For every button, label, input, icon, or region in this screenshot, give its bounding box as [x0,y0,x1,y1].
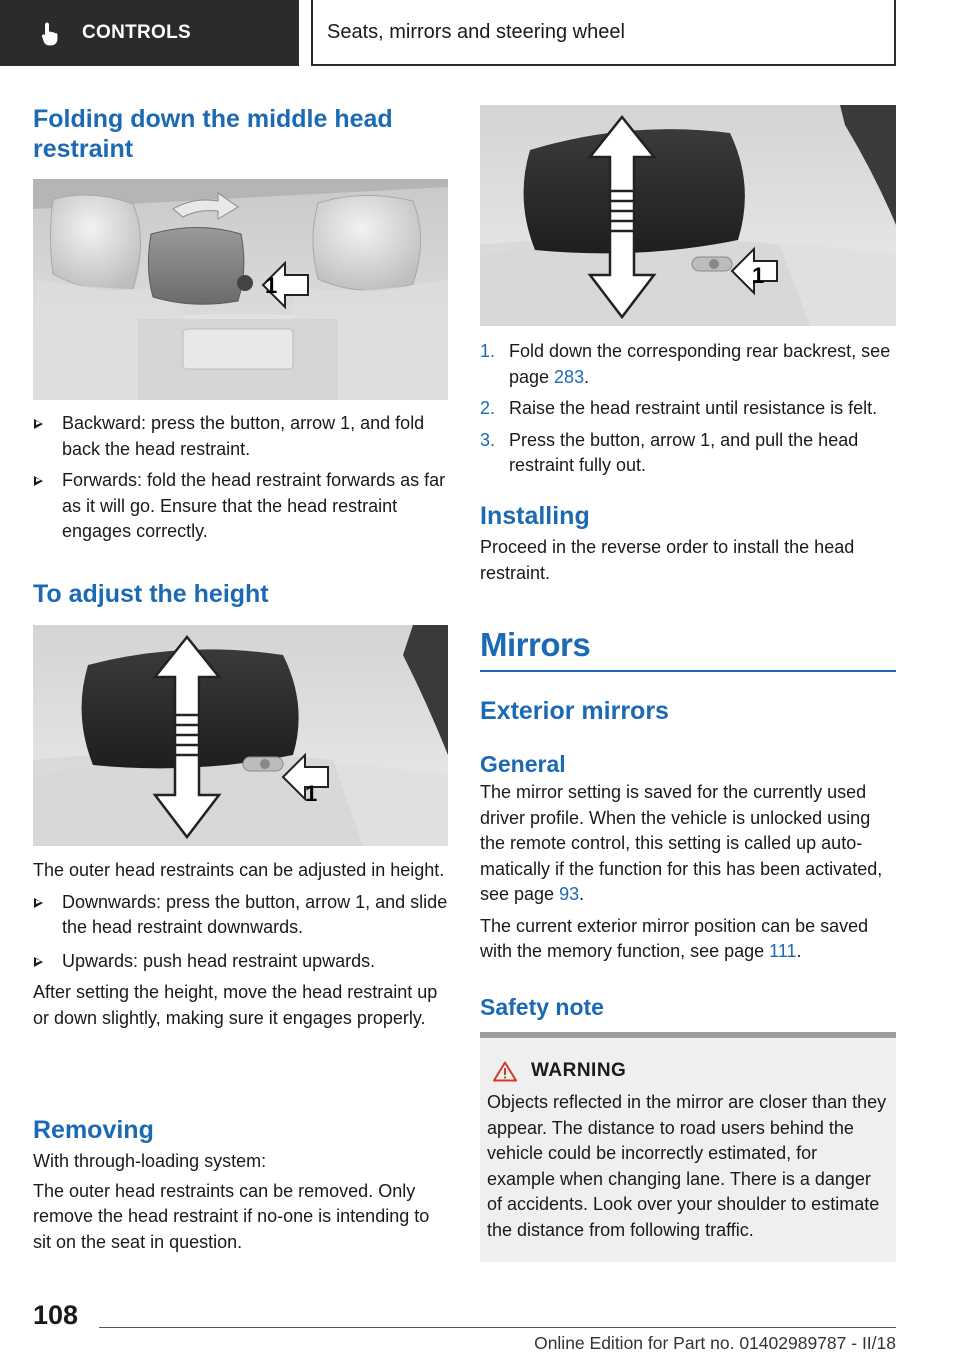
hand-pointer-icon [38,20,64,46]
section-label: CONTROLS [82,22,192,43]
general-section [480,751,896,965]
triangle-bullet-icon [34,898,43,908]
height-section [33,580,449,609]
warning-text: Objects reflected in the mirror are closer than they appear. The distance to road users behind the vehicle could be incorrectly estimated, for example when changing lane. There is a danger of accidents. Look over your shoulder to estimate the distance from following traffic. [487,1092,887,1240]
fig3-label: 1 [752,263,765,288]
figure-remove-headrest [480,105,896,326]
list-item: Backward: press the button, arrow 1, and fold back the head restraint. [33,411,449,462]
page-link-93[interactable]: 93 [559,884,580,904]
installing-text: Proceed in the reverse order to install the head restraint. [480,537,855,583]
exterior-section [480,697,896,726]
mirrors-divider [480,670,896,672]
chapter-title [311,0,896,66]
installing-section [480,502,896,586]
triangle-bullet-icon [34,957,43,967]
figure-adjust-height [33,625,448,846]
left-column [33,104,449,164]
general-p2: The current exterior mirror position can be saved with the memory function, see page 111. [480,915,869,961]
mirrors-heading: Mirrors [480,626,591,663]
list-item: 1. Fold down the corresponding rear backrest, see page 283. [480,341,891,387]
height-intro: The outer head restraints can be adjusted in height. [33,860,445,880]
page-link-283[interactable]: 283 [554,366,585,387]
warning-header [487,1060,888,1082]
removing-p2: The outer head restraints can be removed. Only remove the head restraint if no-one is intending to sit on the seat in question. [33,1180,430,1252]
triangle-bullet-icon [34,476,43,486]
height-heading: To adjust the height [33,580,269,608]
warning-title: WARNING [531,1060,627,1081]
list-item: Forwards: fold the head restraint forwards as far as it will go. Ensure that the head restraint engages correctly. [33,468,449,545]
list-item: 3. Press the button, arrow 1, and pull the head restraint fully out. [480,429,859,475]
installing-heading: Installing [480,502,590,530]
height-text [33,858,449,1031]
warning-box [480,1032,896,1262]
triangle-bullet-icon [34,419,43,429]
fig2-label: 1 [305,781,318,806]
safety-heading: Safety note [480,994,604,1020]
chapter-label: Seats, mirrors and steering wheel [327,20,625,43]
step-number: 2. [480,398,496,418]
removing-p1: With through-loading system: [33,1151,267,1171]
footer-edition: Online Edition for Part no. 01402989787 - II/18 [534,1333,896,1353]
page-link-111[interactable]: 111 [769,941,797,961]
footer-divider [99,1327,896,1328]
step-number: 3. [480,429,496,450]
step-number: 1. [480,341,496,361]
remove-steps [480,339,896,479]
list-item: Upwards: push head restraint upwards. [33,949,449,975]
general-p1: The mirror setting is saved for the currently used driver profile. When the vehicle is unlocked using the remote control, this setting is called up automatically if the function for this has been activated, see page 93. [480,782,883,904]
page-number: 108 [33,1300,79,1330]
warning-triangle-icon [493,1061,517,1082]
safety-section [480,994,896,1021]
list-item: 2. Raise the head restraint until resistance is felt. [480,396,896,422]
figure-fold-middle-headrest [33,179,448,400]
removing-heading: Removing [33,1116,154,1144]
height-after: After setting the height, move the head restraint up or down slightly, making sure it engages properly. [33,982,438,1028]
general-heading: General [480,751,566,777]
fold-bullets [33,411,449,545]
list-item: Downwards: press the button, arrow 1, and slide the head restraint downwards. [33,890,449,941]
section-tab [0,0,299,66]
exterior-heading: Exterior mirrors [480,697,669,725]
fig1-label: 1 [265,273,278,298]
removing-section [33,1116,449,1255]
fold-heading: Folding down the middle head restraint [33,105,393,163]
mirrors-section [480,626,896,672]
